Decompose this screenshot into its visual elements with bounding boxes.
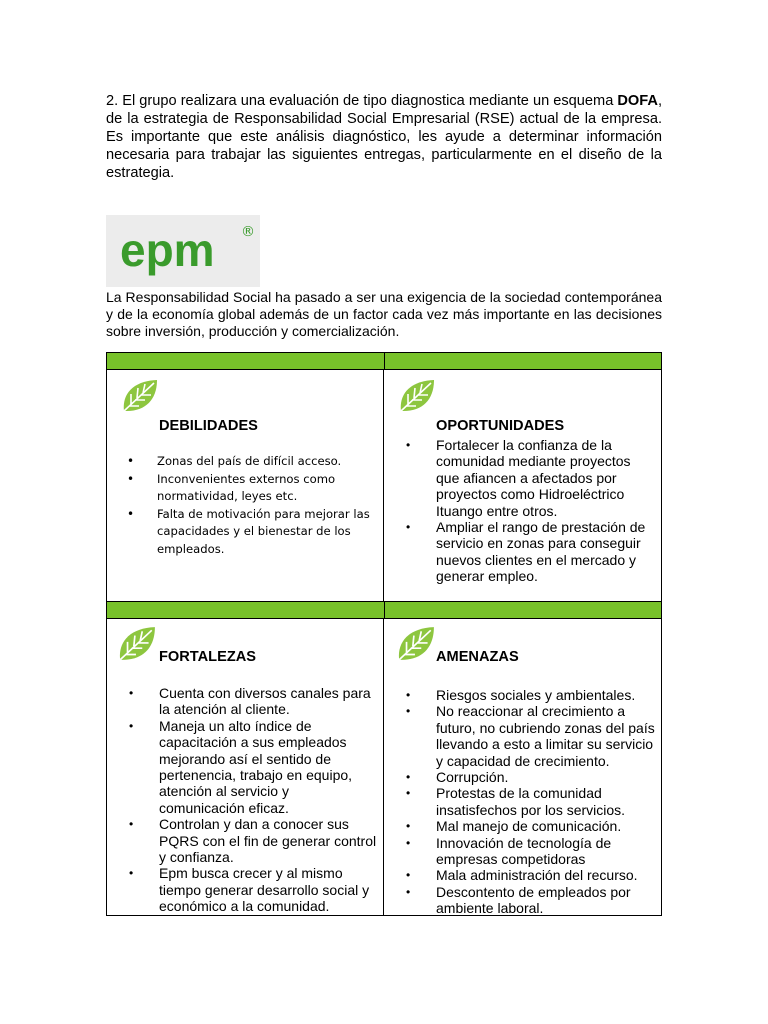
cell-debilidades xyxy=(106,369,385,602)
list-item: • Mal manejo de comunicación. xyxy=(406,818,656,834)
oportunidades-title: OPORTUNIDADES xyxy=(436,418,565,434)
epm-logo xyxy=(106,215,260,287)
leaf-icon xyxy=(117,625,157,663)
header-band-middle xyxy=(106,601,662,619)
list-item: • Epm busca crecer y al mismo tiempo generar desarrollo social y económico a la comunidad. xyxy=(129,865,377,914)
leaf-icon xyxy=(396,625,436,663)
amenazas-title: AMENAZAS xyxy=(436,649,519,665)
list-item: • Cuenta con diversos canales para la atención al cliente. xyxy=(129,685,377,718)
list-item: • Maneja un alto índice de capacitación a sus empleados mejorando así el sentido de pertenencia, trabajo en equipo, atención al servicio y comunicación eficaz. xyxy=(129,718,377,816)
list-item: • Ampliar el rango de prestación de servicio en zonas para conseguir nuevos clientes en el mercado y generar empleo. xyxy=(406,519,652,585)
rse-paragraph: La Responsabilidad Social ha pasado a ser una exigencia de la sociedad contemporánea y de la economía global además de un factor cada vez más importante en las decisiones sobre inversión, producción y comercialización. xyxy=(106,289,662,339)
list-item: • Mala administración del recurso. xyxy=(406,867,656,883)
header-band-top xyxy=(106,352,662,370)
leaf-icon xyxy=(121,378,159,414)
debilidades-title: DEBILIDADES xyxy=(159,418,258,434)
list-item: • Descontento de empleados por ambiente laboral. xyxy=(406,884,656,917)
amenazas-list xyxy=(406,687,656,917)
cell-amenazas xyxy=(383,618,662,916)
fortalezas-title: FORTALEZAS xyxy=(159,649,257,665)
list-item: • Fortalecer la confianza de la comunidad mediante proyectos que afiancen a afectados por proyectos como Hidroeléctrico Ituango entre otros. xyxy=(406,437,652,519)
cell-fortalezas xyxy=(106,618,385,916)
list-item: • Corrupción. xyxy=(406,769,656,785)
debilidades-list xyxy=(127,453,379,558)
list-item: • Innovación de tecnología de empresas competidoras xyxy=(406,835,656,868)
epm-logo-text: epm xyxy=(120,224,215,276)
registered-mark: ® xyxy=(241,224,255,240)
list-item: • Controlan y dan a conocer sus PQRS con el fin de generar control y confianza. xyxy=(129,816,377,865)
list-item: • Inconvenientes externos como normatividad, leyes etc. xyxy=(127,471,379,506)
intro-prefix: 2. El grupo realizara una evaluación de tipo diagnostica mediante un esquema xyxy=(106,93,618,109)
leaf-icon xyxy=(398,378,436,414)
list-item: • Protestas de la comunidad insatisfechos por los servicios. xyxy=(406,785,656,818)
list-item: • Riesgos sociales y ambientales. xyxy=(406,687,656,703)
intro-bold: DOFA xyxy=(617,93,658,109)
list-item: • No reaccionar al crecimiento a futuro, no cubriendo zonas del país llevando a esto a limitar su servicio y capacidad de crecimiento. xyxy=(406,703,656,769)
intro-paragraph xyxy=(106,92,662,182)
intro-suffix: , de la estrategia de Responsabilidad Social Empresarial (RSE) actual de la empresa. Es importante que este análisis diagnóstico, les ayude a determinar información necesaria para trabajar las siguientes entregas, particularmente en el diseño de la estrategia. xyxy=(106,93,662,181)
fortalezas-list xyxy=(129,685,377,915)
epm-logo-graphic xyxy=(106,215,260,287)
dofa-table xyxy=(106,352,662,916)
list-item: • Falta de motivación para mejorar las capacidades y el bienestar de los empleados. xyxy=(127,506,379,559)
list-item: • Zonas del país de difícil acceso. xyxy=(127,453,379,471)
oportunidades-list xyxy=(406,437,652,585)
cell-oportunidades xyxy=(383,369,662,602)
